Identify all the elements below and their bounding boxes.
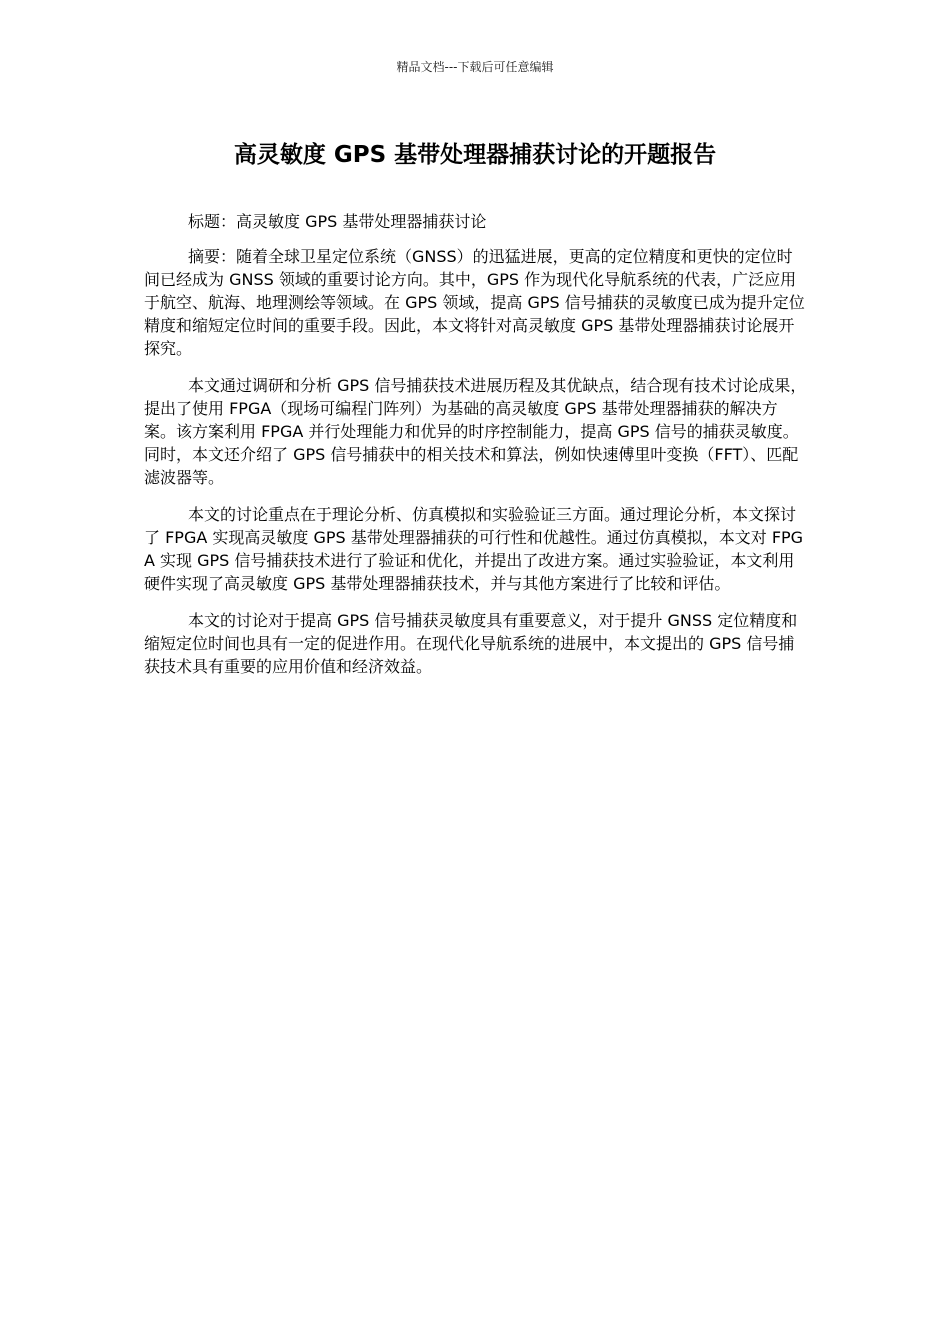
- document-title: 高灵敏度 GPS 基带处理器捕获讨论的开题报告: [233, 142, 717, 168]
- abstract-paragraph: 摘要：随着全球卫星定位系统（GNSS）的迅猛进展，更高的定位精度和更快的定位时间已经成为 GNSS 领域的重要讨论方向。其中，GPS 作为现代化导航系统的代表，广泛应用于航空、航海、地理测绘等领域。在 GPS 领域，提高 GPS 信号捕获的灵敏度已成为提升定位精度和缩短定位时间的重要手段。因此，本文将针对高灵敏度 GPS 基带处理器捕获讨论展开探究。: [144, 247, 805, 358]
- body-paragraph: 本文的讨论对于提高 GPS 信号捕获灵敏度具有重要意义，对于提升 GNSS 定位精度和缩短定位时间也具有一定的促进作用。在现代化导航系统的进展中，本文提出的 GPS 信号捕获技术具有重要的应用价值和经济效益。: [144, 611, 798, 676]
- body-paragraph: 本文通过调研和分析 GPS 信号捕获技术进展历程及其优缺点，结合现有技术讨论成果，提出了使用 FPGA（现场可编程门阵列）为基础的高灵敏度 GPS 基带处理器捕获的解决方案。该方案利用 FPGA 并行处理能力和优异的时序控制能力，提高 GPS 信号的捕获灵敏度。同时，本文还介绍了 GPS 信号捕获中的相关技术和算法，例如快速傅里叶变换（FFT）、匹配滤波器等。: [144, 376, 807, 487]
- header-note: 精品文档---下载后可任意编辑: [396, 60, 554, 74]
- document-body: [144, 210, 808, 692]
- body-paragraph: 本文的讨论重点在于理论分析、仿真模拟和实验验证三方面。通过理论分析，本文探讨了 FPGA 实现高灵敏度 GPS 基带处理器捕获的可行性和优越性。通过仿真模拟，本文对 FPGA 实现 GPS 信号捕获技术进行了验证和优化，并提出了改进方案。通过实验验证，本文利用硬件实现了高灵敏度 GPS 基带处理器捕获技术，并与其他方案进行了比较和评估。: [144, 505, 804, 593]
- subject-line: 标题：高灵敏度 GPS 基带处理器捕获讨论: [188, 212, 487, 231]
